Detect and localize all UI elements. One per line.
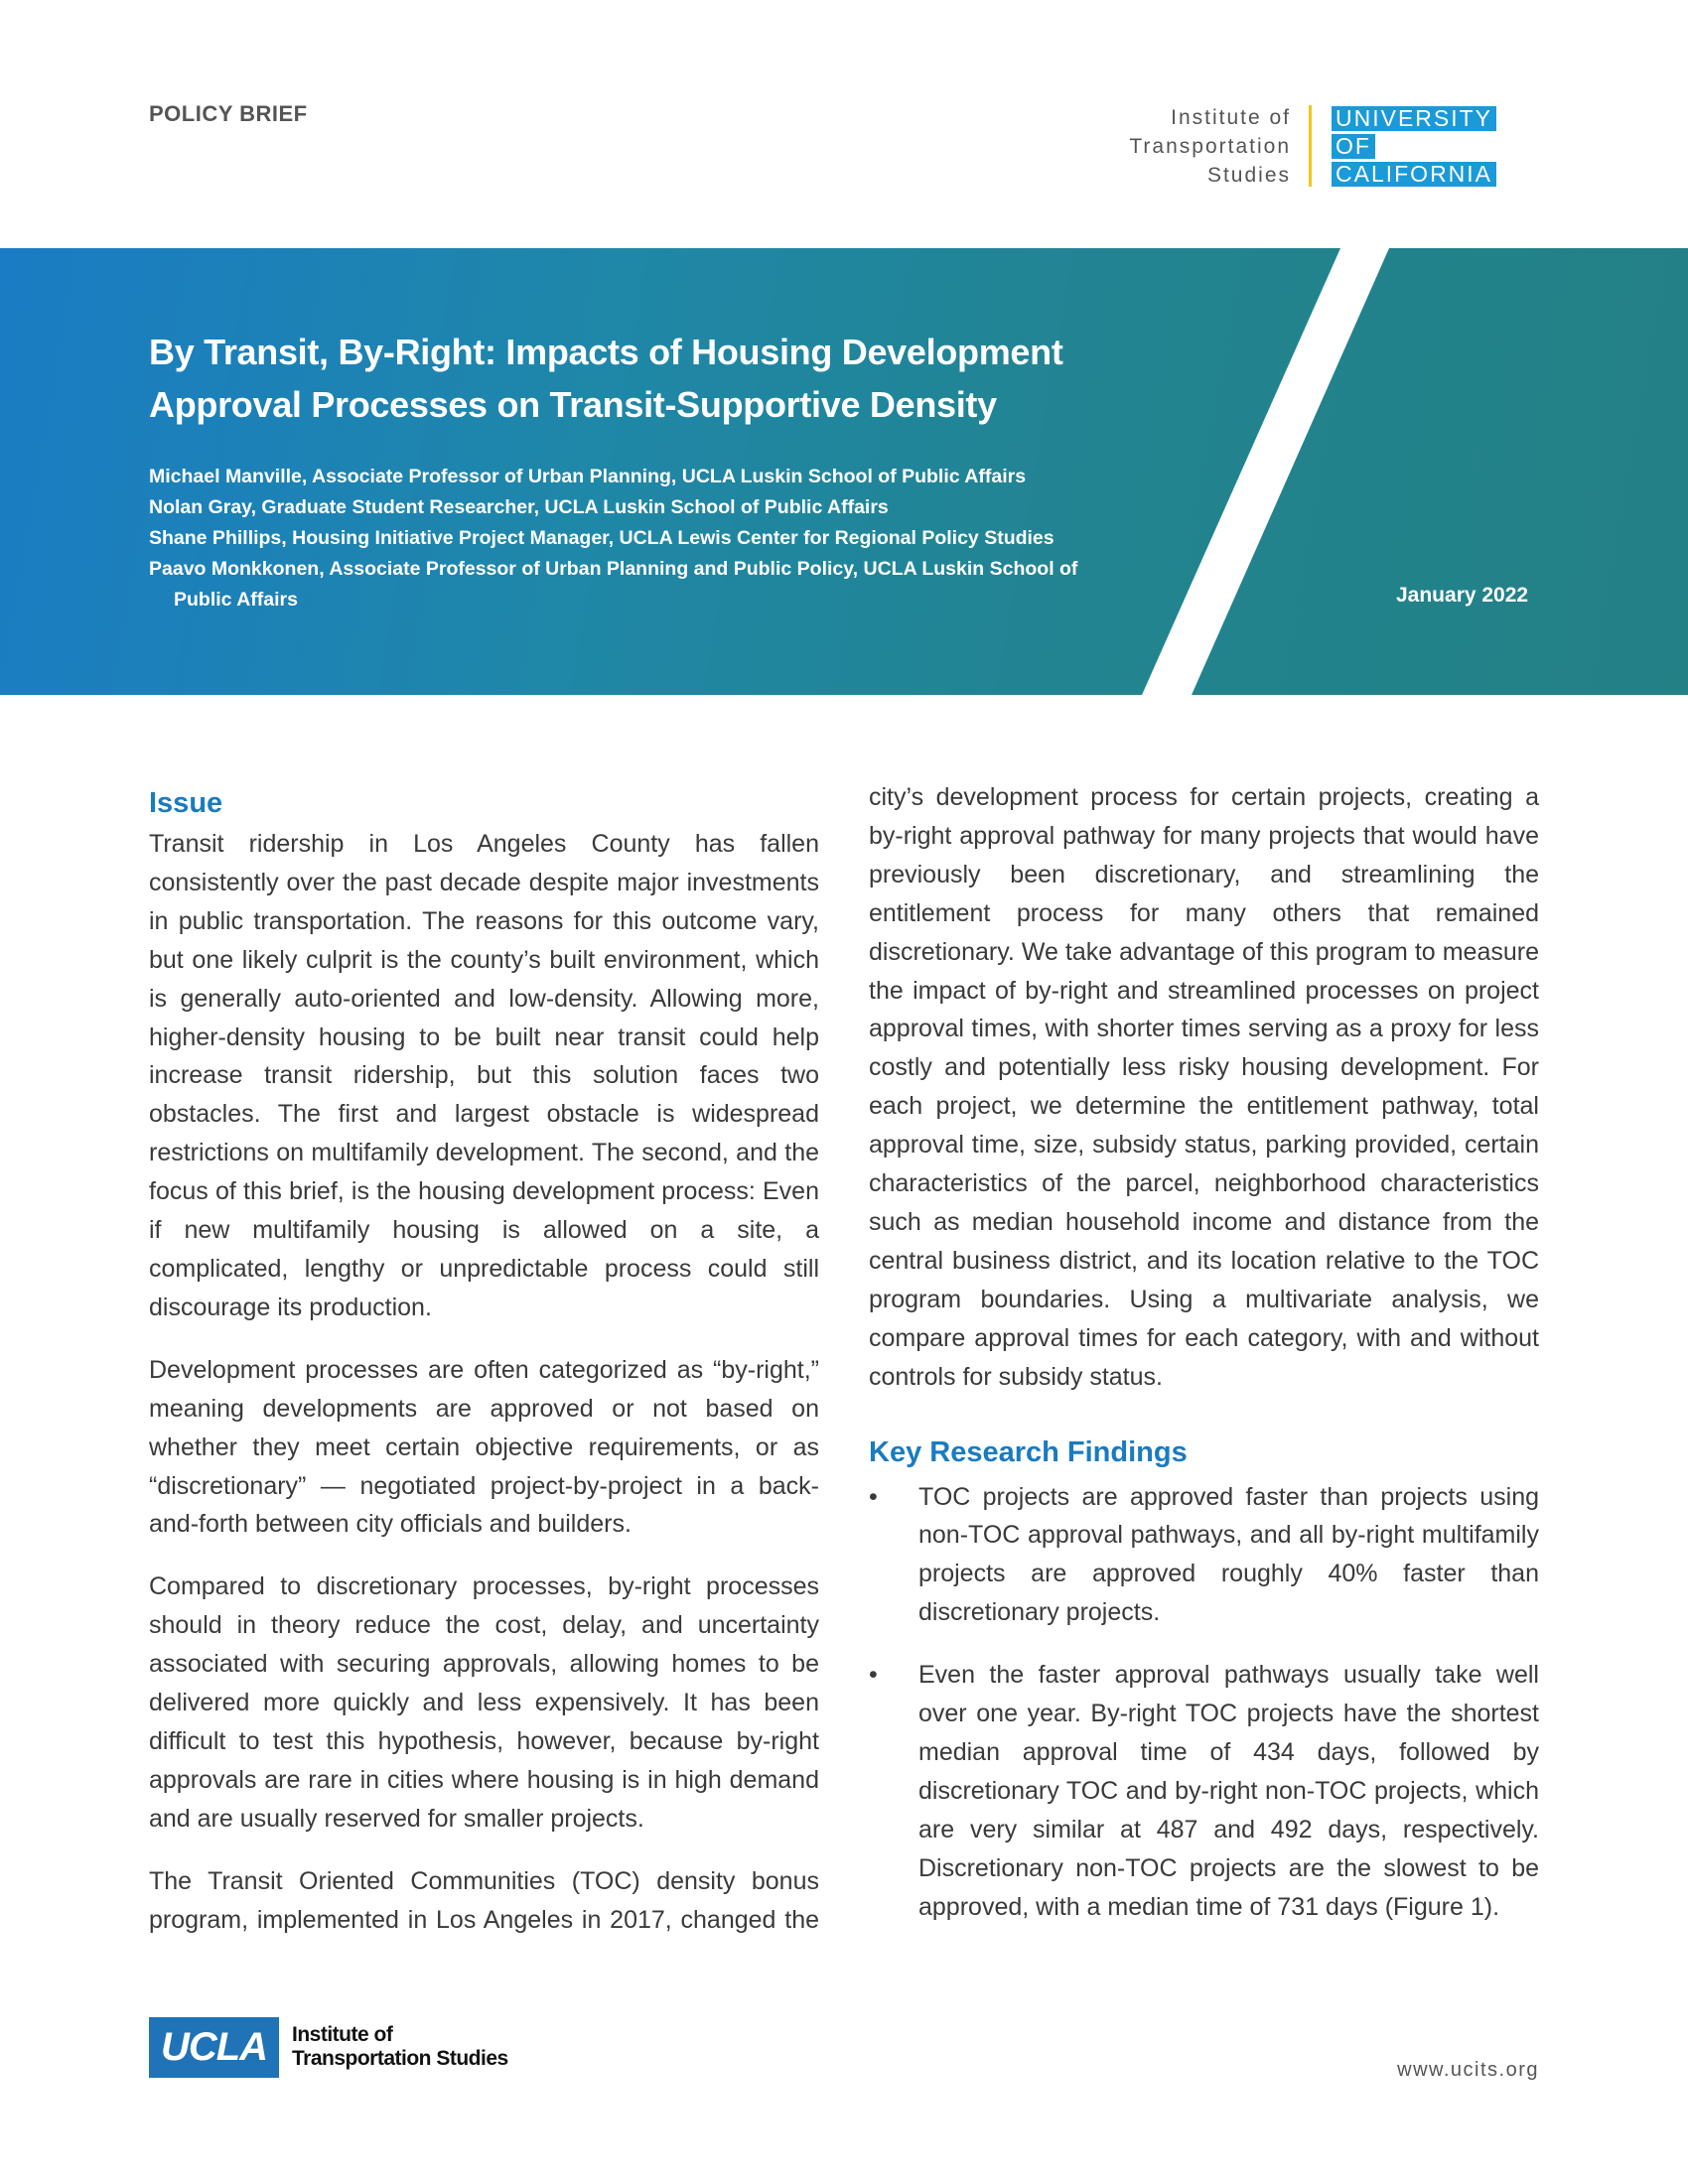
author: Nolan Gray, Graduate Student Researcher, UCLA Luskin School of Public Affairs [149, 496, 889, 518]
title-line: Approval Processes on Transit-Supportive Density [149, 384, 997, 425]
findings-list [869, 1478, 1539, 1927]
author: Paavo Monkkonen, Associate Professor of Urban Planning and Public Policy, UCLA Luskin School of [149, 558, 1078, 580]
its-logo-line: Transportation [1129, 135, 1291, 158]
footer-its-line: Institute of [292, 2023, 393, 2046]
bullet: • [869, 1482, 878, 1511]
policy-brief-label: POLICY BRIEF [149, 101, 308, 126]
website-link[interactable]: www.ucits.org [1397, 2059, 1539, 2081]
author: Michael Manville, Associate Professor of Urban Planning, UCLA Luskin School of Public Affairs [149, 466, 1027, 487]
list-item [869, 1656, 1539, 1926]
ucla-logo: UCLA [149, 2017, 279, 2078]
right-column [869, 778, 1539, 1950]
bullet: • [869, 1661, 878, 1690]
finding-text: TOC projects are approved faster than projects using non-TOC approval pathways, and all by-right multifamily projects are approved roughly 40% faster than discretionary projects. [918, 1482, 1539, 1627]
its-logo-line: Institute of [1171, 106, 1291, 129]
author-list [149, 462, 1077, 615]
title-line: By Transit, By-Right: Impacts of Housing Development [149, 332, 1063, 372]
finding-text: Even the faster approval pathways usually take well over one year. By-right TOC projects have the shortest median approval time of 434 days, followed by discretionary TOC and by-right non-TOC projects, which are very similar at 487 and 492 days, respectively. Discretionary non-TOC projects are the slowest to be approved, with a median time of 731 days (Figure 1). [918, 1661, 1539, 1921]
findings-heading: Key Research Findings [869, 1435, 1188, 1468]
author: Shane Phillips, Housing Initiative Project Manager, UCLA Lewis Center for Regional Policy Studies [149, 527, 1055, 549]
footer-its-name [292, 2023, 508, 2071]
paragraph: The Transit Oriented Communities (TOC) density bonus program, implemented in Los Angeles in 2017, changed the [149, 1866, 819, 1934]
logo-divider [1309, 105, 1312, 187]
uc-logo-line: OF [1332, 134, 1375, 159]
uc-logo-line: CALIFORNIA [1332, 162, 1496, 187]
its-logo-text [1053, 103, 1291, 190]
paragraph: Development processes are often categorized as “by-right,” meaning developments are approved or not based on whether they meet certain objective requirements, or as “discretionary” — negotiated project-by-project in a back-and-forth between city officials and builders. [149, 1355, 819, 1539]
list-item [869, 1478, 1539, 1633]
page-title [149, 326, 1063, 431]
issue-heading: Issue [149, 787, 223, 819]
author: Public Affairs [174, 589, 298, 611]
paragraph: city’s development process for certain projects, creating a by-right approval pathway for many projects that would have previously been discretionary, and streamlining the entitlement process for many others that remained discretionary. We take advantage of this program to measure the impact of by-right and streamlined processes on project approval times, with shorter times serving as a proxy for less costly and potentially less risky housing development. For each project, we determine the entitlement pathway, total approval time, size, subsidy status, parking provided, certain characteristics of the parcel, neighborhood characteristics such as median household income and distance from the central business district, and its location relative to the TOC program boundaries. Using a multivariate analysis, we compare approval times for each category, with and without controls for subsidy status. [869, 783, 1539, 1391]
publication-date: January 2022 [1396, 584, 1529, 607]
paragraph: Transit ridership in Los Angeles County has fallen consistently over the past decade despite major investments in public transportation. The reasons for this outcome vary, but one likely culprit is the county’s built environment, which is generally auto-oriented and low-density. Allowing more, higher-density housing to be built near transit could help increase transit ridership, but this solution faces two obstacles. The first and largest obstacle is widespread restrictions on multifamily development. The second, and the focus of this brief, is the housing development process: Even if new multifamily housing is allowed on a site, a complicated, lengthy or unpredictable process could still discourage its production. [149, 830, 819, 1321]
paragraph: Compared to discretionary processes, by-right processes should in theory reduce the cost, delay, and uncertainty associated with securing approvals, allowing homes to be delivered more quickly and less expensively. It has been difficult to test this hypothesis, however, because by-right approvals are rare in cities where housing is in high demand and are usually reserved for smaller projects. [149, 1572, 819, 1833]
left-column [149, 781, 819, 1963]
its-logo-line: Studies [1206, 164, 1291, 187]
footer-its-line: Transportation Studies [292, 2047, 508, 2070]
uc-logo-line: UNIVERSITY [1332, 106, 1496, 131]
